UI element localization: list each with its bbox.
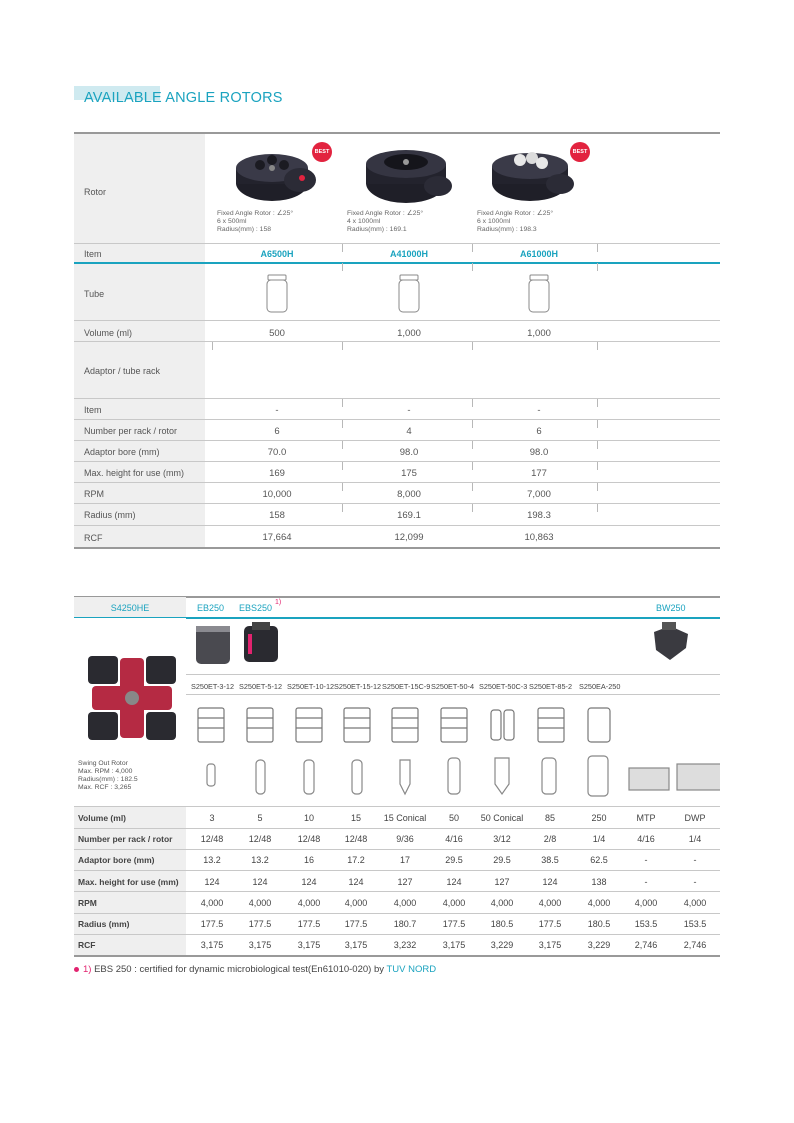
swing-cell: 12/48 (248, 834, 272, 844)
rotor-code: A6500H (260, 249, 294, 259)
bucket-note: 1) (275, 599, 282, 606)
swing-cell: 15 Conical (383, 813, 427, 823)
adaptor-code: S250ET-50-4 (431, 682, 474, 691)
swing-cell: 3,175 (200, 940, 224, 950)
number-value: 6 (536, 426, 542, 437)
height-value: 169 (269, 468, 285, 479)
swing-cell: 4,000 (538, 898, 562, 908)
swing-cell: 124 (204, 877, 220, 887)
swing-cell: 12/48 (200, 834, 224, 844)
swing-cell: 10 (303, 813, 314, 823)
swing-cell: 127 (397, 877, 413, 887)
label-item2: Item (84, 405, 102, 415)
label-rcf: RCF (84, 533, 103, 543)
swing-cell: 153.5 (634, 919, 658, 929)
height-value: 175 (401, 468, 417, 479)
swing-cell: 153.5 (683, 919, 707, 929)
swing-cell: 1/4 (592, 834, 606, 844)
adaptor-code: S250ET-85-2 (529, 682, 572, 691)
bottle-icon (527, 274, 551, 314)
row-label: Number per rack / rotor (78, 834, 173, 844)
swing-rotor-image (80, 650, 184, 746)
number-value: 6 (274, 426, 280, 437)
label-volume: Volume (ml) (84, 328, 133, 338)
best-badge: BEST (312, 142, 332, 162)
swing-cell: 50 Conical (480, 813, 524, 823)
swing-cell: 50 (448, 813, 459, 823)
swing-cell: 3 (209, 813, 215, 823)
bucket-bw250: BW250 (656, 603, 686, 613)
swing-cell: 2,746 (683, 940, 707, 950)
swing-cell: 85 (544, 813, 555, 823)
swing-cell: 177.5 (200, 919, 224, 929)
adaptor-code: S250ET-15-12 (334, 682, 382, 691)
bucket-eb250: EB250 (197, 603, 225, 613)
swing-cell: 3,229 (490, 940, 514, 950)
label-height: Max. height for use (mm) (84, 468, 185, 478)
rpm-value: 7,000 (527, 489, 551, 500)
swing-cell: 13.2 (251, 855, 269, 865)
swing-cell: 15 (350, 813, 361, 823)
rotor-caption: Fixed Angle Rotor : ∠25° 6 x 500ml Radius(mm) : 158 (217, 210, 294, 233)
footnote-text: EBS 250 : certified for dynamic microbiological test(En61010-020) by (91, 964, 387, 975)
adaptor-code: S250ET-5-12 (239, 682, 282, 691)
swing-cell: 3,229 (587, 940, 611, 950)
swing-cell: 250 (591, 813, 607, 823)
swing-cell: 177.5 (344, 919, 368, 929)
swing-cell: 12/48 (297, 834, 321, 844)
item-value: - (537, 405, 541, 416)
swing-cell: 3,175 (297, 940, 321, 950)
swing-cell: 180.7 (393, 919, 417, 929)
rpm-value: 10,000 (262, 489, 292, 500)
volume-value: 1,000 (527, 328, 551, 339)
swing-cell: 4,000 (634, 898, 658, 908)
bullet-icon (74, 967, 79, 972)
swing-cell: 124 (542, 877, 558, 887)
swing-cell: 3,175 (248, 940, 272, 950)
adaptor-code: S250ET-3-12 (191, 682, 234, 691)
label-number: Number per rack / rotor (84, 426, 178, 436)
swing-cell: 29.5 (493, 855, 511, 865)
swing-cell: 4,000 (683, 898, 707, 908)
swing-cell: 13.2 (203, 855, 221, 865)
swing-cell: 4,000 (344, 898, 368, 908)
swing-cell: 4,000 (587, 898, 611, 908)
adaptor-code: S250ET-15C-9 (382, 682, 431, 691)
label-bore: Adaptor bore (mm) (84, 447, 160, 457)
swing-cell: 138 (591, 877, 607, 887)
swing-cell: 177.5 (297, 919, 321, 929)
swing-cell: 1/4 (688, 834, 702, 844)
swing-cell: - (644, 877, 648, 887)
label-rotor: Rotor (84, 187, 107, 197)
label-rpm: RPM (84, 489, 104, 499)
radius-value: 198.3 (527, 510, 551, 521)
label-tube: Tube (84, 289, 105, 299)
swing-cell: 3,175 (442, 940, 466, 950)
row-label: Radius (mm) (78, 919, 130, 929)
swing-cell: 3,175 (344, 940, 368, 950)
radius-value: 169.1 (397, 510, 421, 521)
swing-cell: 38.5 (541, 855, 559, 865)
swing-cell: 3,232 (393, 940, 417, 950)
swing-cell: 127 (494, 877, 510, 887)
bottle-icon (397, 274, 421, 314)
swing-cell: 9/36 (396, 834, 414, 844)
rpm-value: 8,000 (397, 489, 421, 500)
label-item: Item (84, 249, 102, 259)
footnote (74, 964, 436, 975)
swing-cell: 180.5 (587, 919, 611, 929)
rotor-code: A41000H (389, 249, 429, 259)
rcf-value: 12,099 (394, 532, 424, 543)
ebs250-bucket-image (242, 620, 282, 666)
row-label: Volume (ml) (78, 813, 127, 823)
bore-value: 98.0 (529, 447, 549, 458)
swing-cell: 4,000 (297, 898, 321, 908)
bw250-bucket-image (648, 620, 694, 666)
swing-cell: - (644, 855, 648, 865)
bottle-icon (265, 274, 289, 314)
swing-cell: 4,000 (442, 898, 466, 908)
swing-cell: 3/12 (493, 834, 511, 844)
swing-cell: MTP (636, 813, 656, 823)
volume-value: 1,000 (397, 328, 421, 339)
swing-cell: 124 (252, 877, 268, 887)
page-title: AVAILABLE ANGLE ROTORS (84, 90, 283, 106)
rotor-caption: Fixed Angle Rotor : ∠25° 6 x 1000ml Radius(mm) : 198.3 (477, 210, 554, 233)
item-value: - (407, 405, 411, 416)
bore-value: 98.0 (399, 447, 419, 458)
swing-rotor-code: S4250HE (110, 603, 150, 613)
rotor-a41000h-image (364, 138, 460, 208)
bucket-ebs250: EBS250 (239, 603, 273, 613)
row-label: Adaptor bore (mm) (78, 855, 155, 865)
swing-cell: 177.5 (442, 919, 466, 929)
label-radius: Radius (mm) (84, 510, 136, 520)
swing-cell: 4,000 (248, 898, 272, 908)
rcf-value: 17,664 (262, 532, 292, 543)
swing-cell: 17 (399, 855, 410, 865)
swing-cell: - (693, 877, 697, 887)
adaptor-code: S250ET-50C-3 (479, 682, 528, 691)
swing-cell: 16 (303, 855, 314, 865)
rotor-caption: Fixed Angle Rotor : ∠25° 4 x 1000ml Radius(mm) : 169.1 (347, 210, 424, 233)
bore-value: 70.0 (267, 447, 287, 458)
swing-cell: 12/48 (344, 834, 368, 844)
row-label: Max. height for use (mm) (78, 877, 179, 887)
row-label: RPM (78, 898, 97, 908)
swing-cell: DWP (684, 813, 706, 823)
swing-cell: 124 (348, 877, 364, 887)
eb250-bucket-image (194, 622, 234, 668)
swing-cell: 5 (257, 813, 263, 823)
item-value: - (275, 405, 279, 416)
swing-cell: 124 (446, 877, 462, 887)
footnote-link[interactable]: TUV NORD (386, 964, 437, 975)
adaptor-code: S250ET-10-12 (287, 682, 335, 691)
swing-cell: 177.5 (248, 919, 272, 929)
swing-cell: 124 (301, 877, 317, 887)
adaptor-rack-images (186, 700, 720, 746)
height-value: 177 (531, 468, 547, 479)
swing-cell: 180.5 (490, 919, 514, 929)
swing-cell: 17.2 (347, 855, 365, 865)
swing-cell: 4,000 (490, 898, 514, 908)
swing-cell: 29.5 (445, 855, 463, 865)
best-badge: BEST (570, 142, 590, 162)
swing-cell: 62.5 (590, 855, 608, 865)
swing-cell: 4,000 (200, 898, 224, 908)
footnote-number: 1) (83, 964, 92, 975)
swing-cell: 4/16 (445, 834, 463, 844)
swing-cell: 3,175 (538, 940, 562, 950)
swing-cell: 2,746 (634, 940, 658, 950)
volume-value: 500 (269, 328, 285, 339)
radius-value: 158 (269, 510, 285, 521)
swing-cell: 4,000 (393, 898, 417, 908)
swing-rotor-info: Swing Out Rotor Max. RPM : 4,000 Radius(mm) : 182.5 Max. RCF : 3,265 (78, 760, 138, 791)
label-adaptor: Adaptor / tube rack (84, 366, 161, 376)
rotor-code: A61000H (519, 249, 559, 259)
swing-cell: 2/8 (543, 834, 557, 844)
row-label: RCF (78, 940, 96, 950)
swing-cell: - (693, 855, 697, 865)
adaptor-code: S250EA-250 (579, 682, 621, 691)
swing-cell: 4/16 (637, 834, 655, 844)
swing-cell: 177.5 (538, 919, 562, 929)
number-value: 4 (406, 426, 412, 437)
rotor-a6500h-image (232, 138, 322, 208)
rcf-value: 10,863 (524, 532, 554, 543)
tube-images (186, 754, 720, 804)
